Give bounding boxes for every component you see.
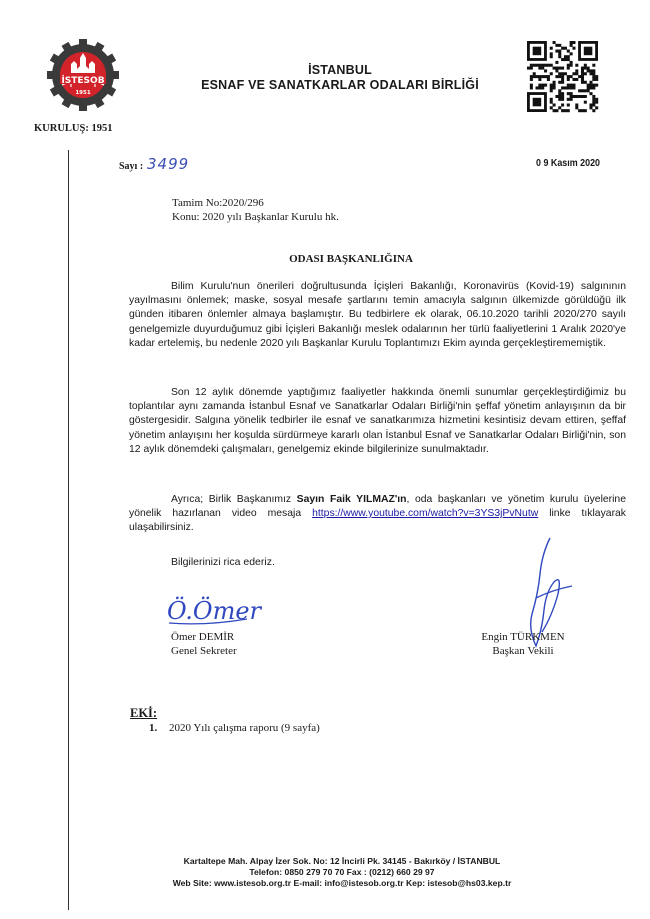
qr-module (558, 75, 561, 78)
qr-module (553, 41, 556, 44)
tamim-number: Tamim No:2020/296 (172, 197, 264, 209)
qr-module (592, 95, 595, 98)
qr-module (536, 64, 539, 67)
qr-module (567, 92, 570, 95)
qr-module (567, 98, 570, 101)
qr-module (578, 75, 581, 78)
qr-module (567, 86, 570, 89)
qr-module (558, 89, 561, 92)
qr-module (536, 86, 539, 89)
right-signatory-name: Engin TÜRKMEN (481, 631, 565, 643)
qr-module (578, 95, 581, 98)
qr-module (595, 101, 598, 104)
qr-module (547, 75, 550, 78)
qr-module (561, 109, 564, 112)
qr-module (567, 55, 570, 58)
qr-module (550, 64, 553, 67)
qr-module (589, 72, 592, 75)
qr-module (550, 47, 553, 50)
qr-finder (533, 98, 542, 107)
qr-module (584, 67, 587, 70)
left-signatory (171, 630, 237, 658)
left-signature-text: Ö.Ömer (167, 597, 262, 625)
sayi-number: 3499 (147, 155, 190, 173)
qr-module (558, 50, 561, 53)
qr-module (561, 72, 564, 75)
qr-module (589, 92, 592, 95)
qr-module (595, 98, 598, 101)
left-signatory-name: Ömer DEMİR (171, 631, 235, 643)
qr-module (567, 58, 570, 61)
founded-label: KURULUŞ: 1951 (34, 123, 113, 134)
paragraph-1: Bilim Kurulu'nun önerileri doğrultusunda İçişleri Bakanlığı, Koronavirüs (Kovid-19) salgınının yayılmasını önlemek; maske, sosyal mesafe şartlarını temin amacıyla salgının ülkemizde görüldüğü ilk günden itibaren önlemler almaya başlamıştır. Bu tedbirlere ek olarak, 06.10.2020 tarihli 2020/270 sayılı genelgemizle duyurduğumuz gibi İçişleri Bakanlığı meslek odalarının her türlü faaliyetlerini 1 Aralık 2020'ye kadar ertelemiş, bu nedenle 2020 yılı Başkanlar Kurulu Toplantımızı Ekim ayında gerçekleştirememiştik. (129, 281, 626, 349)
qr-module (570, 84, 573, 87)
qr-module (589, 81, 592, 84)
qr-module (544, 64, 547, 67)
qr-module (589, 106, 592, 109)
qr-module (592, 84, 595, 87)
qr-module (558, 106, 561, 109)
qr-module (567, 50, 570, 53)
qr-module (592, 78, 595, 81)
qr-module (578, 109, 581, 112)
qr-module (572, 78, 575, 81)
qr-module (561, 47, 564, 50)
closing-request: Bilgilerinizi rica ederiz. (171, 556, 275, 568)
qr-module (544, 75, 547, 78)
logo-text: İSTESOB (61, 76, 105, 86)
qr-module (550, 89, 553, 92)
qr-module (581, 95, 584, 98)
qr-module (558, 95, 561, 98)
qr-module (561, 95, 564, 98)
qr-module (530, 86, 533, 89)
qr-module (584, 89, 587, 92)
qr-module (592, 69, 595, 72)
qr-module (530, 64, 533, 67)
qr-module (561, 58, 564, 61)
qr-module (575, 69, 578, 72)
qr-module (564, 55, 567, 58)
qr-module (530, 67, 533, 70)
qr-module (558, 44, 561, 47)
qr-module (555, 95, 558, 98)
qr-module (584, 101, 587, 104)
qr-module (555, 75, 558, 78)
qr-module (550, 101, 553, 104)
qr-module (581, 81, 584, 84)
document-meta (172, 196, 339, 224)
qr-module (581, 109, 584, 112)
qr-module (575, 95, 578, 98)
qr-module (570, 52, 573, 55)
qr-module (572, 47, 575, 50)
qr-module (530, 75, 533, 78)
qr-module (587, 84, 590, 87)
qr-module (561, 103, 564, 106)
qr-module (564, 72, 567, 75)
qr-module (592, 75, 595, 78)
qr-module (561, 81, 564, 84)
qr-module (575, 103, 578, 106)
qr-module (587, 69, 590, 72)
qr-module (581, 67, 584, 70)
qr-module (572, 86, 575, 89)
qr-module (578, 89, 581, 92)
paragraph-2: Son 12 aylık dönemde yaptığımız faaliyetler hakkında önemli sunumlar gerçekleştirdiğimiz bu toplantılar aynı zamanda İstanbul Esnaf ve Sanatkarlar Odaları Birliği'nin şeffaf yönetim anlayışının da bir göstergesidir. Salgına yönelik tedbirler ile esnaf ve sanatkarımıza hizmetini kesintisiz devam ettiren, şeffaf yönetim anlayışını her koşulda sürdürmeye kararlı olan İstanbul Esnaf ve Sanatkarlar Odaları Birliği'nin, son 12 aylık dönemdeki çalışmaları, genelgemiz ekinde bilgilerinize sunulmaktadır. (129, 387, 626, 455)
qr-module (564, 47, 567, 50)
org-line-1: İSTANBUL (308, 63, 372, 77)
qr-module (538, 67, 541, 70)
qr-module (567, 67, 570, 70)
footer-web: Web Site: www.istesob.org.tr E-mail: info@istesob.org.tr Kep: istesob@hs03.kep.tr (172, 878, 512, 888)
qr-module (572, 84, 575, 87)
qr-module (547, 64, 550, 67)
qr-module (570, 75, 573, 78)
qr-module (555, 44, 558, 47)
qr-module (541, 75, 544, 78)
qr-module (570, 98, 573, 101)
qr-module (561, 78, 564, 81)
qr-module (595, 106, 598, 109)
qr-module (550, 86, 553, 89)
paragraph-3: Ayrıca; Birlik Başkanımız Sayın Faik YILMAZ'ın, oda başkanları ve yönetim kurulu üyelerine yönelik hazırlanan video mesaja https://www.youtube.com/watch?v=3YS3jPvNutw linke tıklayarak ulaşabilirsiniz. (129, 494, 626, 534)
qr-module (592, 98, 595, 101)
qr-module (575, 78, 578, 81)
qr-module (592, 72, 595, 75)
qr-module (564, 86, 567, 89)
qr-module (584, 64, 587, 67)
qr-module (553, 81, 556, 84)
qr-module (558, 81, 561, 84)
qr-module (575, 72, 578, 75)
qr-module (541, 84, 544, 87)
qr-module (558, 72, 561, 75)
qr-module (592, 103, 595, 106)
qr-module (558, 67, 561, 70)
qr-module (558, 92, 561, 95)
qr-module (561, 92, 564, 95)
document-date: 0 9 Kasım 2020 (536, 157, 601, 169)
qr-module (558, 98, 561, 101)
footer-contact (0, 856, 650, 889)
qr-module (567, 64, 570, 67)
qr-module (561, 98, 564, 101)
left-signatory-title: Genel Sekreter (171, 645, 237, 657)
qr-module (570, 86, 573, 89)
qr-module (533, 72, 536, 75)
qr-module (584, 72, 587, 75)
qr-module (595, 75, 598, 78)
qr-module (561, 86, 564, 89)
qr-module (581, 69, 584, 72)
qr-module (553, 84, 556, 87)
qr-module (564, 109, 567, 112)
qr-module (570, 95, 573, 98)
qr-module (541, 86, 544, 89)
qr-module (572, 72, 575, 75)
qr-module (595, 78, 598, 81)
qr-module (533, 64, 536, 67)
qr-module (592, 101, 595, 104)
qr-module (567, 84, 570, 87)
addressee-heading: ODASI BAŞKANLIĞINA (289, 253, 413, 265)
qr-module (570, 41, 573, 44)
attachment-item: 1. 2020 Yılı çalışma raporu (9 sayfa) (149, 722, 320, 734)
qr-module (544, 84, 547, 87)
qr-module (541, 64, 544, 67)
qr-module (536, 75, 539, 78)
qr-module (553, 103, 556, 106)
qr-module (572, 95, 575, 98)
qr-module (527, 67, 530, 70)
qr-module (589, 86, 592, 89)
president-name: Sayın Faik YILMAZ'ın (296, 494, 407, 505)
qr-module (575, 64, 578, 67)
qr-module (581, 72, 584, 75)
qr-module (541, 67, 544, 70)
qr-module (555, 69, 558, 72)
footer-phone: Telefon: 0850 279 70 70 Fax : (0212) 660 29 97 (249, 867, 435, 877)
qr-module (547, 78, 550, 81)
qr-module (530, 78, 533, 81)
qr-module (581, 89, 584, 92)
qr-module (538, 78, 541, 81)
qr-finder (533, 47, 542, 56)
qr-module (575, 106, 578, 109)
qr-module (538, 75, 541, 78)
qr-module (581, 75, 584, 78)
qr-code (527, 41, 598, 112)
attachments-label: EKİ: (130, 706, 158, 720)
qr-module (561, 67, 564, 70)
qr-module (555, 61, 558, 64)
qr-module (544, 69, 547, 72)
qr-module (550, 106, 553, 109)
subject: Konu: 2020 yılı Başkanlar Kurulu hk. (172, 211, 339, 223)
qr-module (558, 52, 561, 55)
qr-module (553, 109, 556, 112)
qr-module (581, 78, 584, 81)
qr-module (587, 86, 590, 89)
qr-module (592, 109, 595, 112)
right-signatory (472, 630, 574, 658)
qr-module (555, 109, 558, 112)
qr-module (584, 81, 587, 84)
qr-module (564, 58, 567, 61)
qr-module (567, 78, 570, 81)
qr-module (584, 95, 587, 98)
qr-module (584, 109, 587, 112)
qr-module (561, 75, 564, 78)
qr-module (570, 44, 573, 47)
qr-module (567, 109, 570, 112)
qr-module (589, 69, 592, 72)
qr-module (589, 103, 592, 106)
qr-module (572, 41, 575, 44)
qr-module (567, 75, 570, 78)
qr-module (533, 75, 536, 78)
qr-module (589, 84, 592, 87)
video-link[interactable]: https://www.youtube.com/watch?v=3YS3jPvNutw (312, 508, 539, 520)
qr-module (538, 86, 541, 89)
qr-module (558, 55, 561, 58)
qr-module (555, 67, 558, 70)
qr-module (567, 103, 570, 106)
qr-module (553, 67, 556, 70)
qr-module (592, 86, 595, 89)
qr-module (587, 89, 590, 92)
qr-finder (584, 47, 593, 56)
qr-module (587, 67, 590, 70)
qr-module (530, 84, 533, 87)
qr-module (570, 92, 573, 95)
qr-module (550, 55, 553, 58)
qr-module (550, 72, 553, 75)
qr-module (550, 52, 553, 55)
qr-module (595, 84, 598, 87)
qr-module (592, 64, 595, 67)
qr-module (570, 61, 573, 64)
qr-module (538, 84, 541, 87)
qr-module (550, 98, 553, 101)
left-signature (165, 593, 262, 627)
right-signatory-title: Başkan Vekili (492, 645, 554, 657)
qr-module (570, 64, 573, 67)
qr-module (555, 50, 558, 53)
sayi-label: Sayı : (119, 161, 144, 172)
footer-address: Kartaltepe Mah. Alpay İzer Sok. No: 12 İncirli Pk. 34145 - Bakırköy / İSTANBUL (183, 856, 501, 866)
logo-year: 1951 (75, 90, 91, 96)
qr-module (550, 84, 553, 87)
qr-module (553, 86, 556, 89)
org-line-2: ESNAF VE SANATKARLAR ODALARI BİRLİĞİ (201, 78, 479, 92)
qr-module (538, 64, 541, 67)
